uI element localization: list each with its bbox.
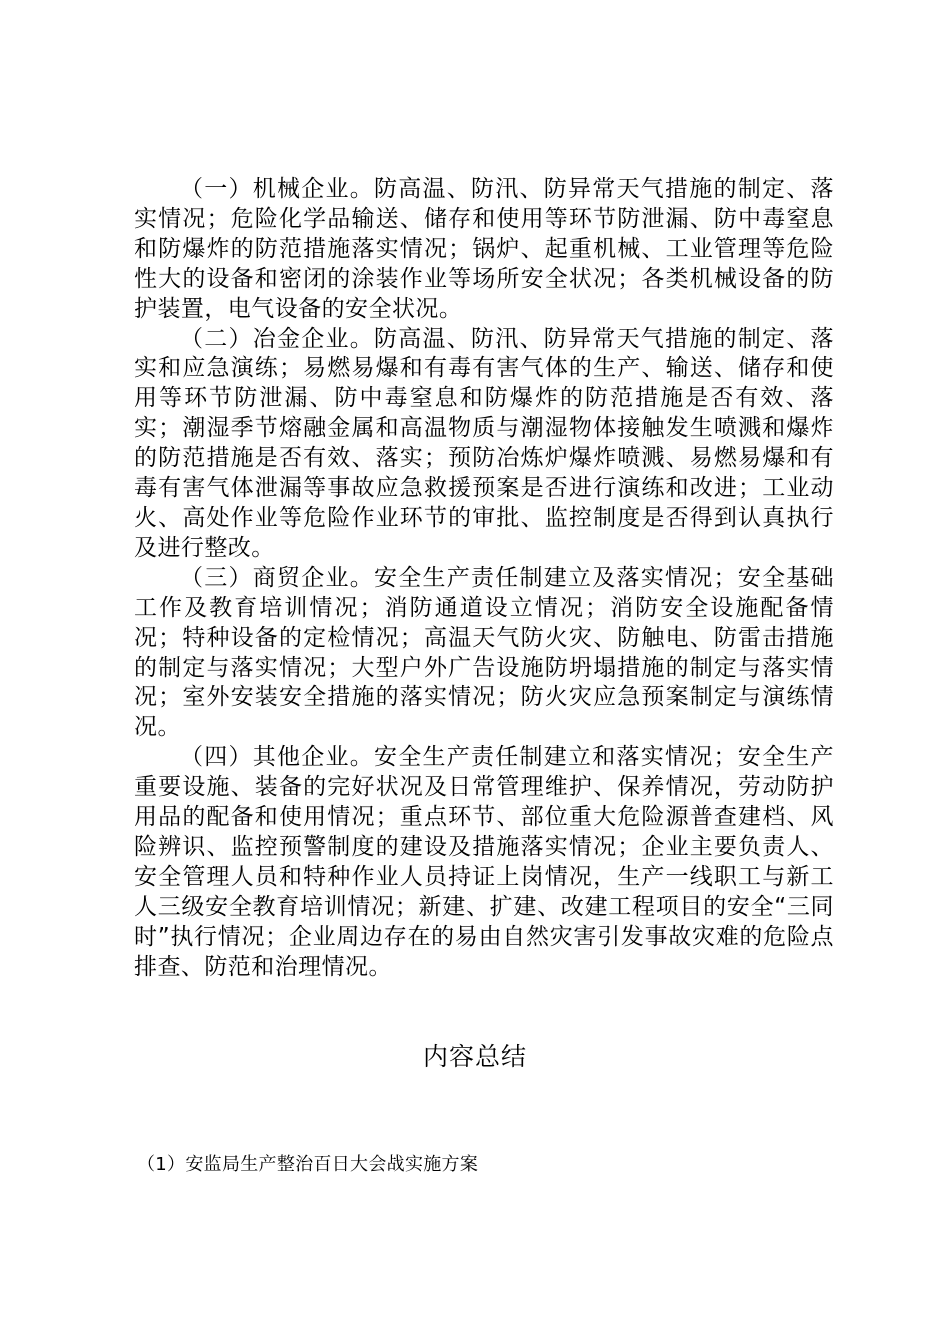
paragraph-machinery: （一）机械企业。防高温、防汛、防异常天气措施的制定、落实情况；危险化学品输送、储存和使用等环节防泄漏、防中毒窒息和防爆炸的防范措施落实情况；锅炉、起重机械、工业管理等危险性大的设备和密闭的涂装作业等场所安全状况；各类机械设备的防护装置，电气设备的安全状况。 (134, 176, 834, 322)
summary-title: 内容总结 (422, 1042, 527, 1071)
paragraph-metallurgy: （二）冶金企业。防高温、防汛、防异常天气措施的制定、落实和应急演练；易燃易爆和有毒有害气体的生产、输送、储存和使用等环节防泄漏、防中毒窒息和防爆炸的防范措施是否有效、落实；潮湿季节熔融金属和高温物质与潮湿物体接触发生喷溅和爆炸的防范措施是否有效、落实；预防冶炼炉爆炸喷溅、易燃易爆和有毒有害气体泄漏等事故应急救援预案是否进行演练和改进；工业动火、高处作业等危险作业环节的审批、监控制度是否得到认真执行及进行整改。 (134, 325, 834, 561)
summary-item: （1）安监局生产整治百日大会战实施方案 (137, 1154, 479, 1175)
paragraph-other: （四）其他企业。安全生产责任制建立和落实情况；安全生产重要设施、装备的完好状况及日常管理维护、保养情况，劳动防护用品的配备和使用情况；重点环节、部位重大危险源普查建档、风险辨识、监控预警制度的建设及措施落实情况；企业主要负责人、安全管理人员和特种作业人员持证上岗情况，生产一线职工与新工人三级安全教育培训情况；新建、扩建、改建工程项目的安全“三同时”执行情况；企业周边存在的易由自然灾害引发事故灾难的危险点排查、防范和治理情况。 (134, 744, 834, 980)
body-text (134, 175, 834, 982)
paragraph-commerce: （三）商贸企业。安全生产责任制建立及落实情况；安全基础工作及教育培训情况；消防通道设立情况；消防安全设施配备情况；特种设备的定检情况；高温天气防火灾、防触电、防雷击措施的制定与落实情况；大型户外广告设施防坍塌措施的制定与落实情况；室外安装安全措施的落实情况；防火灾应急预案制定与演练情况。 (134, 564, 834, 741)
